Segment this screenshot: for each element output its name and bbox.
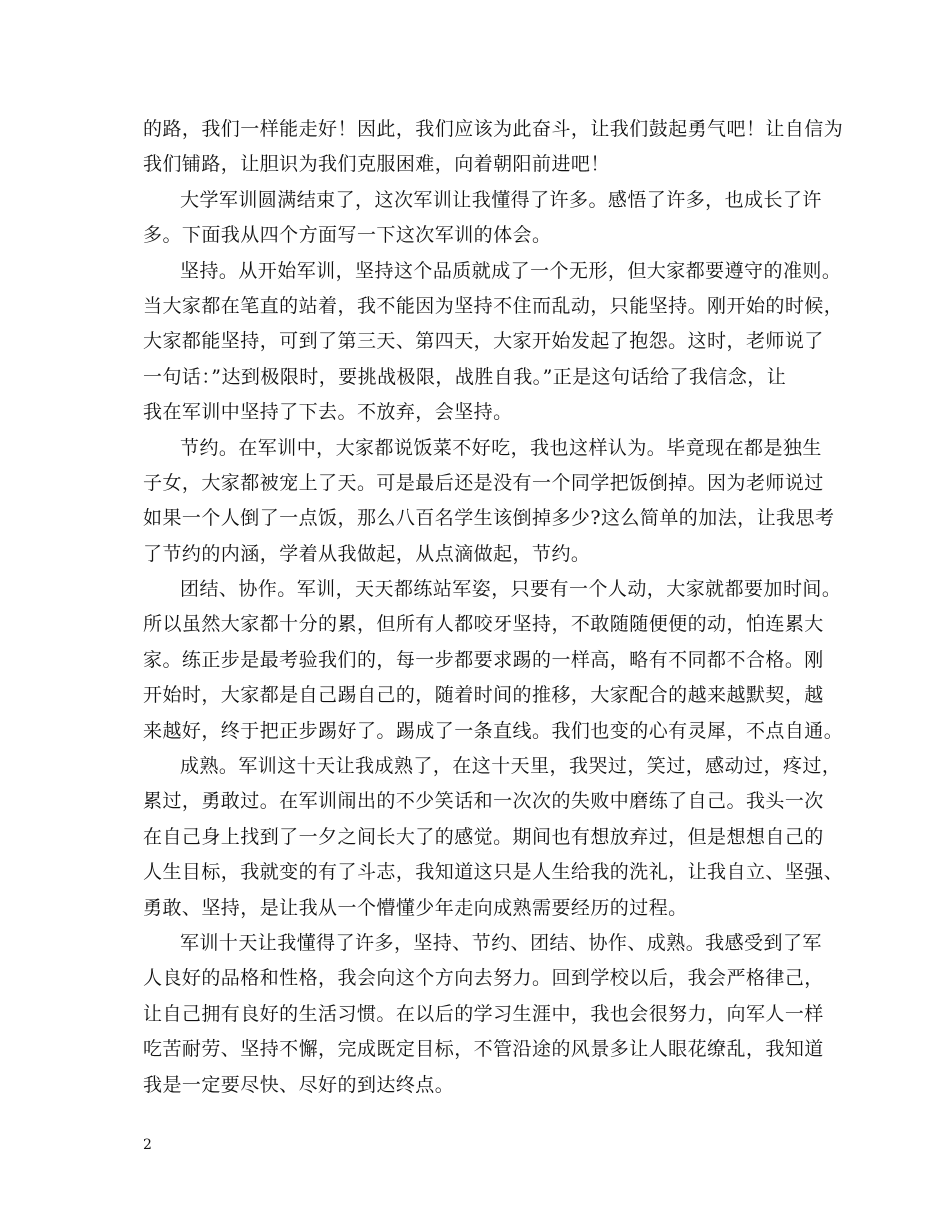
text-line: 人生目标，我就变的有了斗志，我知道这只是人生给我的洗礼，让我自立、坚强、 bbox=[143, 861, 844, 884]
text-line: 家。练正步是最考验我们的，每一步都要求踢的一样高，略有不同都不合格。刚 bbox=[143, 648, 824, 671]
text-line: 来越好，终于把正步踢好了。踢成了一条直线。我们也变的心有灵犀，不点自通。 bbox=[143, 719, 844, 742]
text-line: 在自己身上找到了一夕之间长大了的感觉。期间也有想放弃过，但是想想自己的 bbox=[143, 825, 824, 848]
document-body bbox=[143, 112, 844, 1103]
paragraph-start-line: 团结、协作。军训，天天都练站军姿，只要有一个人动，大家就都要加时间。 bbox=[180, 578, 842, 601]
paragraph-start-line: 坚持。从开始军训，坚持这个品质就成了一个无形，但大家都要遵守的准则。 bbox=[180, 259, 842, 282]
text-line: 多。下面我从四个方面写一下这次军训的体会。 bbox=[143, 224, 552, 247]
paragraph-start-line: 成熟。军训这十天让我成熟了，在这十天里，我哭过，笑过，感动过，疼过， bbox=[180, 755, 842, 778]
text-line: 吃苦耐劳、坚持不懈，完成既定目标，不管沿途的风景多让人眼花缭乱，我知道 bbox=[143, 1038, 824, 1061]
text-line: 让自己拥有良好的生活习惯。在以后的学习生涯中，我也会很努力，向军人一样 bbox=[143, 1002, 824, 1025]
paragraph-start-line: 节约。在军训中，大家都说饭菜不好吃，我也这样认为。毕竟现在都是独生 bbox=[180, 436, 822, 459]
text-line: 勇敢、坚持，是让我从一个懵懂少年走向成熟需要经历的过程。 bbox=[143, 896, 688, 919]
text-line: 当大家都在笔直的站着，我不能因为坚持不住而乱动，只能坚持。刚开始的时候， bbox=[143, 294, 844, 317]
text-line: 一句话：”达到极限时，要挑战极限，战胜自我。”正是这句话给了我信念，让 bbox=[143, 365, 787, 388]
text-line: 我在军训中坚持了下去。不放弃，会坚持。 bbox=[143, 401, 513, 424]
text-line: 我是一定要尽快、尽好的到达终点。 bbox=[143, 1073, 455, 1096]
text-line: 如果一个人倒了一点饭，那么八百名学生该倒掉多少?这么简单的加法，让我思考 bbox=[143, 507, 835, 530]
text-line: 的路，我们一样能走好！因此，我们应该为此奋斗，让我们鼓起勇气吧！让自信为 bbox=[143, 118, 844, 140]
text-line: 大家都能坚持，可到了第三天、第四天，大家开始发起了抱怨。这时，老师说了 bbox=[143, 330, 824, 353]
text-line: 子女，大家都被宠上了天。可是最后还是没有一个同学把饭倒掉。因为老师说过 bbox=[143, 471, 824, 494]
text-line: 开始时，大家都是自己踢自己的，随着时间的推移，大家配合的越来越默契，越 bbox=[143, 684, 824, 707]
paragraph-start-line: 大学军训圆满结束了，这次军训让我懂得了许多。感悟了许多，也成长了许 bbox=[180, 188, 822, 211]
text-line: 我们铺路，让胆识为我们克服困难，向着朝阳前进吧！ bbox=[143, 153, 610, 176]
text-line: 累过，勇敢过。在军训闹出的不少笑话和一次次的失败中磨练了自己。我头一次 bbox=[143, 790, 824, 813]
paragraph-start-line: 军训十天让我懂得了许多，坚持、节约、团结、协作、成熟。我感受到了军 bbox=[180, 931, 822, 954]
text-line: 了节约的内涵，学着从我做起，从点滴做起，节约。 bbox=[143, 542, 591, 565]
text-line: 人良好的品格和性格，我会向这个方向去努力。回到学校以后，我会严格律己， bbox=[143, 967, 824, 990]
page-number: 2 bbox=[143, 1137, 152, 1153]
text-line: 所以虽然大家都十分的累，但所有人都咬牙坚持，不敢随随便便的动，怕连累大 bbox=[143, 613, 824, 636]
